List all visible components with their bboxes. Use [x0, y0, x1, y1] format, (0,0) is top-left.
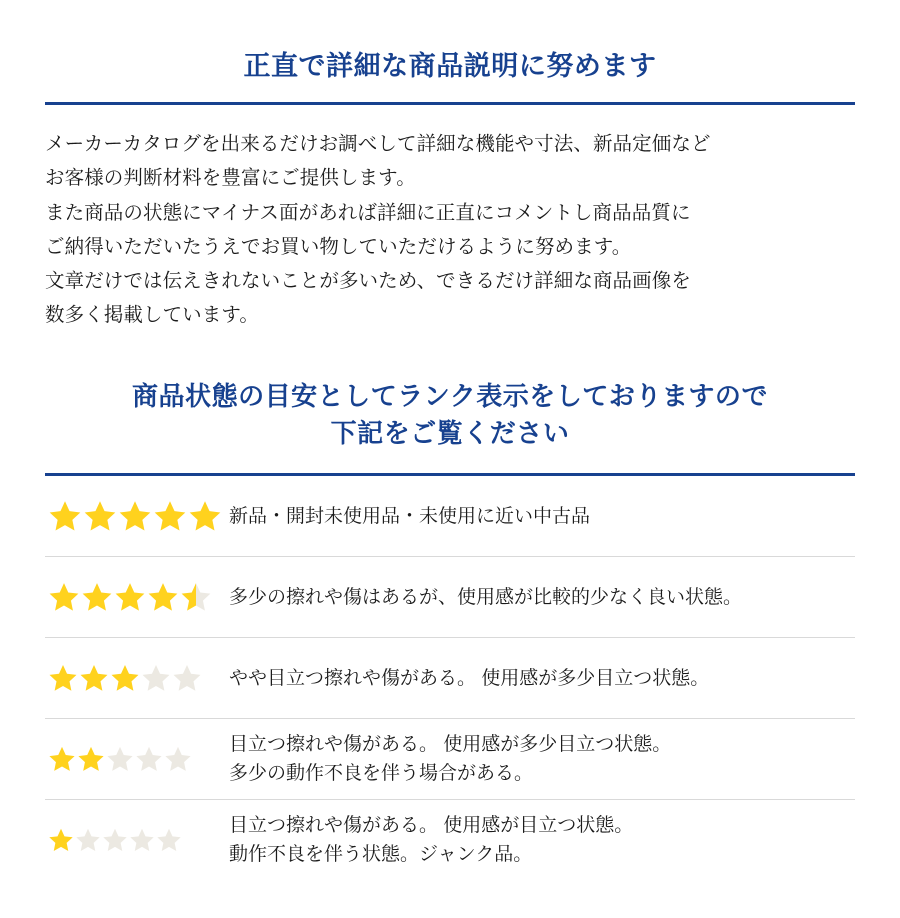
rank-description-line: 動作不良を伴う状態。ジャンク品。	[229, 844, 533, 866]
star-icon	[172, 663, 202, 693]
rank-description	[225, 583, 742, 612]
rank-description-line: 多少の擦れや傷はあるが、使用感が比較的少なく良い状態。	[229, 586, 743, 608]
rank-section-title-line2: 下記をご覧ください	[330, 417, 570, 448]
star-icon	[75, 827, 101, 853]
rank-description	[225, 664, 709, 693]
star-icon	[48, 581, 80, 613]
description-line: お客様の判断材料を豊富にご提供します。	[45, 167, 416, 190]
rank-description-line: 目立つ擦れや傷がある。 使用感が多少目立つ状態。	[229, 733, 672, 755]
description-line: メーカーカタログを出来るだけお調べして詳細な機能や寸法、新品定価など	[45, 133, 711, 156]
rank-description-line: やや目立つ擦れや傷がある。 使用感が多少目立つ状態。	[229, 667, 710, 689]
star-icon	[79, 663, 109, 693]
description-line: 数多く掲載しています。	[45, 303, 260, 326]
rank-row	[45, 476, 855, 557]
rank-row	[45, 719, 855, 800]
star-icon	[164, 745, 192, 773]
star-icon	[188, 499, 222, 533]
product-description-page	[0, 18, 900, 918]
rank-row	[45, 800, 855, 880]
page-title: 正直で詳細な商品説明に努めます	[243, 51, 657, 82]
star-icon	[102, 827, 128, 853]
star-icon	[180, 581, 212, 613]
star-icon	[106, 745, 134, 773]
star-icon	[81, 581, 113, 613]
star-icon	[48, 663, 78, 693]
star-icon	[118, 499, 152, 533]
description-line: ご納得いただいたうえでお買い物していただけるように努めます。	[45, 235, 632, 258]
rank-list	[45, 476, 855, 880]
rank-stars	[45, 663, 225, 693]
rank-row	[45, 638, 855, 719]
star-icon	[129, 827, 155, 853]
rank-description-line: 目立つ擦れや傷がある。 使用感が目立つ状態。	[229, 814, 634, 836]
description-body	[45, 127, 855, 332]
star-icon	[48, 827, 74, 853]
rank-section-title-line1: 商品状態の目安としてランク表示をしておりますので	[132, 381, 768, 411]
star-icon	[114, 581, 146, 613]
star-icon	[110, 663, 140, 693]
rank-stars	[45, 499, 225, 533]
title-divider-1	[45, 102, 855, 105]
description-line: また商品の状態にマイナス面があれば詳細に正直にコメントし商品品質に	[45, 201, 691, 224]
description-line: 文章だけでは伝えきれないことが多いため、できるだけ詳細な商品画像を	[45, 269, 691, 292]
rank-stars	[45, 745, 225, 773]
star-icon	[77, 745, 105, 773]
rank-description-line: 新品・開封未使用品・未使用に近い中古品	[229, 505, 591, 527]
star-icon	[147, 581, 179, 613]
rank-description	[225, 811, 633, 870]
star-icon	[141, 663, 171, 693]
rank-stars	[45, 581, 225, 613]
rank-row	[45, 557, 855, 638]
rank-section-title	[45, 378, 855, 452]
rank-description-line: 多少の動作不良を伴う場合がある。	[229, 763, 534, 785]
rank-description	[225, 730, 671, 789]
star-icon	[48, 499, 82, 533]
star-icon	[48, 745, 76, 773]
star-icon	[83, 499, 117, 533]
star-icon	[153, 499, 187, 533]
rank-description	[225, 502, 590, 531]
star-icon	[156, 827, 182, 853]
star-icon	[135, 745, 163, 773]
rank-stars	[45, 827, 225, 853]
